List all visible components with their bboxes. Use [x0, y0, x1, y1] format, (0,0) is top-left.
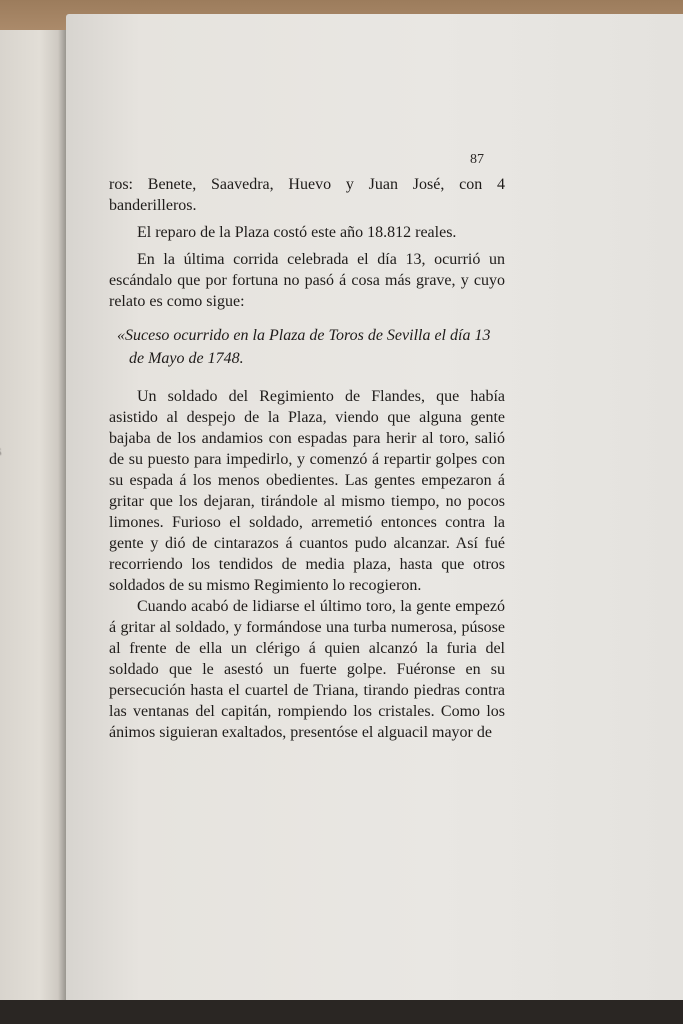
- paragraph-soldado: Un soldado del Regimiento de Flandes, que había asistido al despejo de la Plaza, viendo que alguna gente bajaba de los andamios con espadas para herir al toro, salió de su puesto para impedirlo, y comenzó á repartir golpes con su espada á los menos obedientes. Las gentes empezaron á gritar que los dejaran, tirándole al mismo tiempo, no pocos limones. Furioso el soldado, arremetió entonces contra la gente y dió de cintarazos á cuantos pudo alcanzar. Así fué recorriendo los tendidos de media plaza, hasta que otros soldados de su mismo Regimiento lo recogieron.: [109, 388, 505, 594]
- paragraph-corrida: En la última corrida celebrada el día 13, ocurrió un escándalo que por fortuna no pasó á cosa más grave, y cuyo relato es como sigue:: [109, 251, 505, 310]
- section-heading: «Suceso ocurrido en la Plaza de Toros de Sevilla el día 13 de Mayo de 1748.: [117, 327, 491, 367]
- right-page: [66, 14, 683, 1008]
- paragraph-continuation: ros: Benete, Saavedra, Huevo y Juan José, con 4 banderilleros.: [109, 176, 505, 214]
- page-number: 87: [470, 152, 484, 167]
- paragraph-reparo: El reparo de la Plaza costó este año 18.812 reales.: [137, 224, 457, 241]
- paragraph-turba: Cuando acabó de lidiarse el último toro, la gente empezó á gritar al soldado, y formándose una turba numerosa, púsose al frente de ella un clérigo á quien alcanzó la furia del soldado que le asestó un fuerte golpe. Fuéronse en su persecución hasta el cuartel de Triana, tirando piedras contra las ventanas del capitán, rompiendo los cristales. Como los ánimos siguieran exaltados, presentóse el alguacil mayor de: [109, 598, 505, 741]
- page-text: [109, 174, 505, 743]
- table-edge: [0, 1000, 683, 1024]
